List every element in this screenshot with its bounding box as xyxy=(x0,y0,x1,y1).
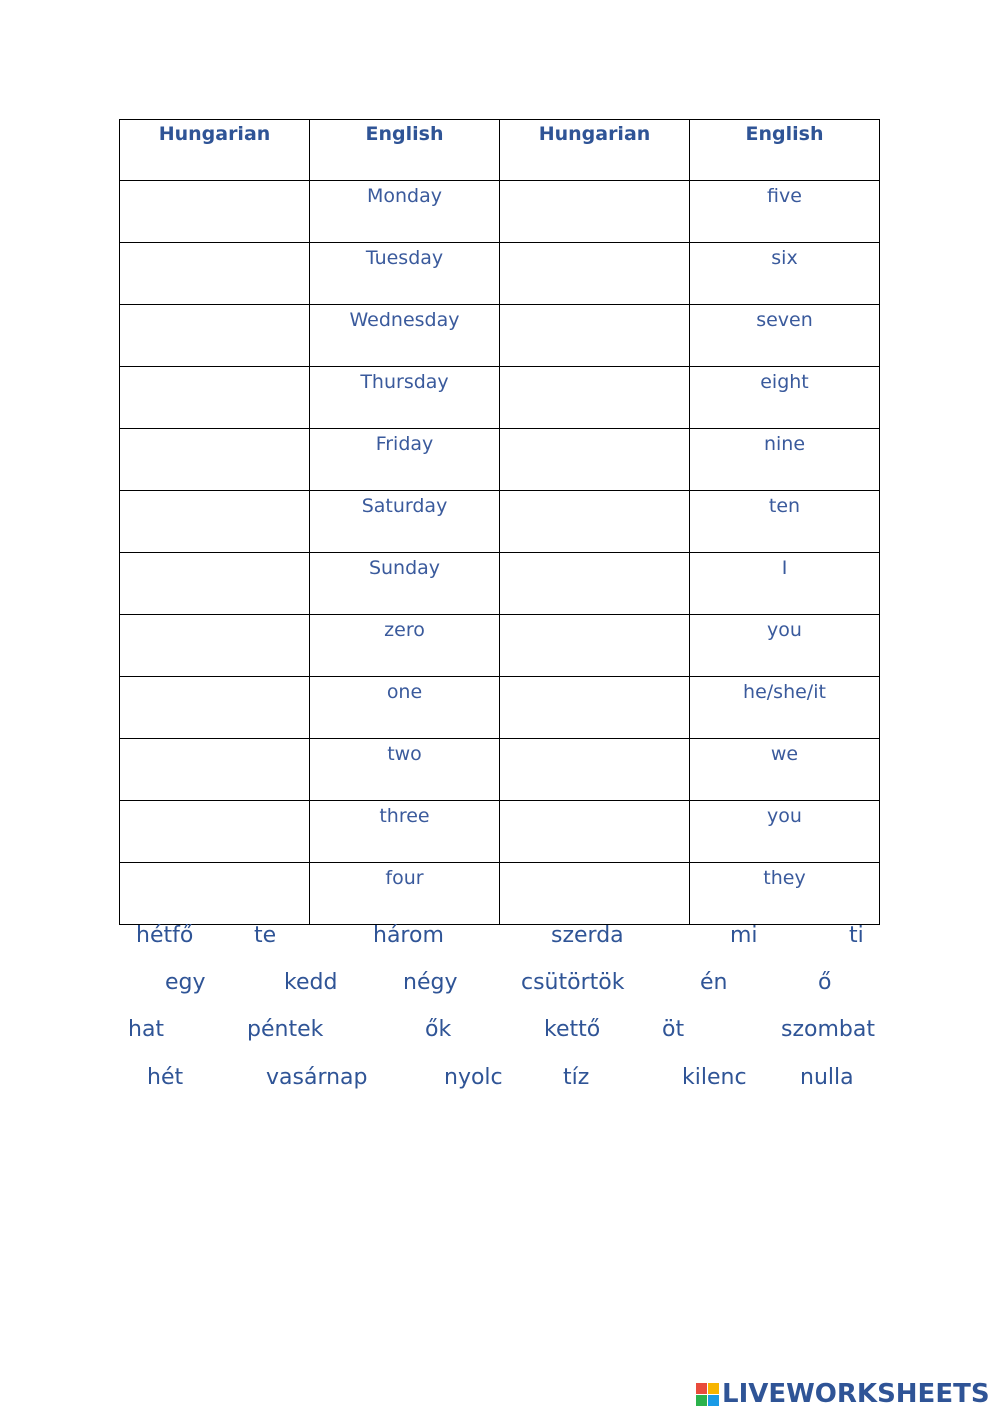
answer-input[interactable] xyxy=(133,619,297,661)
english-cell: seven xyxy=(690,305,880,367)
answer-cell[interactable] xyxy=(120,739,310,801)
answer-cell[interactable] xyxy=(500,181,690,243)
answer-cell[interactable] xyxy=(120,553,310,615)
answer-input[interactable] xyxy=(133,433,297,475)
word-bank-item: egy xyxy=(165,970,206,995)
word-bank-item: tíz xyxy=(563,1065,590,1090)
word-bank-item: mi xyxy=(730,923,758,948)
english-cell: Tuesday xyxy=(310,243,500,305)
english-cell: you xyxy=(690,615,880,677)
word-bank-item: öt xyxy=(662,1017,685,1042)
answer-input[interactable] xyxy=(133,185,297,227)
answer-input[interactable] xyxy=(513,185,677,227)
answer-cell[interactable] xyxy=(500,863,690,925)
english-cell: one xyxy=(310,677,500,739)
answer-cell[interactable] xyxy=(120,429,310,491)
word-bank-item: hat xyxy=(128,1017,165,1042)
word-bank-item: hét xyxy=(147,1065,184,1090)
word-bank-item: három xyxy=(373,923,444,948)
word-bank-item: ti xyxy=(849,923,864,948)
answer-cell[interactable] xyxy=(120,305,310,367)
english-cell: Monday xyxy=(310,181,500,243)
word-bank-item: nulla xyxy=(800,1065,854,1090)
answer-cell[interactable] xyxy=(120,243,310,305)
english-cell: six xyxy=(690,243,880,305)
answer-cell[interactable] xyxy=(120,677,310,739)
table-row xyxy=(120,553,880,615)
answer-cell[interactable] xyxy=(500,429,690,491)
answer-input[interactable] xyxy=(133,495,297,537)
english-cell: you xyxy=(690,801,880,863)
table-row xyxy=(120,677,880,739)
word-bank-item: szerda xyxy=(551,923,624,948)
answer-input[interactable] xyxy=(513,867,677,909)
english-cell: Wednesday xyxy=(310,305,500,367)
answer-cell[interactable] xyxy=(500,553,690,615)
table-row xyxy=(120,181,880,243)
table-row xyxy=(120,305,880,367)
english-cell: zero xyxy=(310,615,500,677)
answer-input[interactable] xyxy=(133,247,297,289)
answer-cell[interactable] xyxy=(500,367,690,429)
answer-cell[interactable] xyxy=(120,801,310,863)
answer-input[interactable] xyxy=(513,495,677,537)
answer-input[interactable] xyxy=(513,743,677,785)
word-bank-item: te xyxy=(254,923,277,948)
answer-input[interactable] xyxy=(133,743,297,785)
english-cell: he/she/it xyxy=(690,677,880,739)
table-row xyxy=(120,243,880,305)
answer-input[interactable] xyxy=(133,309,297,351)
english-cell: they xyxy=(690,863,880,925)
word-bank-item: kedd xyxy=(284,970,338,995)
word-bank-item: négy xyxy=(403,970,458,995)
english-cell: Friday xyxy=(310,429,500,491)
answer-input[interactable] xyxy=(513,309,677,351)
answer-input[interactable] xyxy=(133,867,297,909)
english-cell: nine xyxy=(690,429,880,491)
answer-cell[interactable] xyxy=(120,491,310,553)
answer-input[interactable] xyxy=(513,619,677,661)
answer-cell[interactable] xyxy=(500,739,690,801)
answer-input[interactable] xyxy=(133,371,297,413)
answer-cell[interactable] xyxy=(500,491,690,553)
table-row xyxy=(120,739,880,801)
english-cell: Thursday xyxy=(310,367,500,429)
answer-input[interactable] xyxy=(133,681,297,723)
liveworksheets-logo[interactable] xyxy=(696,1378,990,1410)
word-bank-item: hétfő xyxy=(136,923,194,948)
english-cell: Sunday xyxy=(310,553,500,615)
table-row xyxy=(120,491,880,553)
answer-input[interactable] xyxy=(513,433,677,475)
table-header-row xyxy=(120,120,880,181)
header-english-1: English xyxy=(310,120,500,181)
answer-input[interactable] xyxy=(133,805,297,847)
word-bank-item: szombat xyxy=(781,1017,875,1042)
word-bank-item: ő xyxy=(818,970,832,995)
english-cell: I xyxy=(690,553,880,615)
word-bank-item: péntek xyxy=(247,1017,324,1042)
word-bank-item: én xyxy=(700,970,728,995)
answer-input[interactable] xyxy=(133,557,297,599)
english-cell: three xyxy=(310,801,500,863)
vocabulary-table xyxy=(119,119,880,925)
header-hungarian-2: Hungarian xyxy=(500,120,690,181)
answer-cell[interactable] xyxy=(120,181,310,243)
answer-cell[interactable] xyxy=(120,615,310,677)
word-bank-item: kettő xyxy=(544,1017,601,1042)
english-cell: eight xyxy=(690,367,880,429)
answer-cell[interactable] xyxy=(500,615,690,677)
word-bank-item: kilenc xyxy=(682,1065,747,1090)
word-bank-item: csütörtök xyxy=(521,970,625,995)
logo-text: LIVEWORKSHEETS xyxy=(722,1379,990,1409)
word-bank-item: vasárnap xyxy=(266,1065,368,1090)
answer-input[interactable] xyxy=(513,805,677,847)
english-cell: five xyxy=(690,181,880,243)
logo-mark-icon xyxy=(696,1383,719,1406)
word-bank-item: nyolc xyxy=(444,1065,503,1090)
table-row xyxy=(120,367,880,429)
answer-input[interactable] xyxy=(513,557,677,599)
answer-input[interactable] xyxy=(513,247,677,289)
english-cell: we xyxy=(690,739,880,801)
table-row xyxy=(120,863,880,925)
header-hungarian-1: Hungarian xyxy=(120,120,310,181)
answer-cell[interactable] xyxy=(500,305,690,367)
table-row xyxy=(120,429,880,491)
table-row xyxy=(120,615,880,677)
answer-cell[interactable] xyxy=(120,863,310,925)
english-cell: two xyxy=(310,739,500,801)
answer-cell[interactable] xyxy=(120,367,310,429)
answer-cell[interactable] xyxy=(500,243,690,305)
header-english-2: English xyxy=(690,120,880,181)
answer-input[interactable] xyxy=(513,681,677,723)
answer-cell[interactable] xyxy=(500,801,690,863)
english-cell: Saturday xyxy=(310,491,500,553)
english-cell: four xyxy=(310,863,500,925)
table-row xyxy=(120,801,880,863)
answer-cell[interactable] xyxy=(500,677,690,739)
answer-input[interactable] xyxy=(513,371,677,413)
english-cell: ten xyxy=(690,491,880,553)
word-bank-item: ők xyxy=(425,1017,452,1042)
